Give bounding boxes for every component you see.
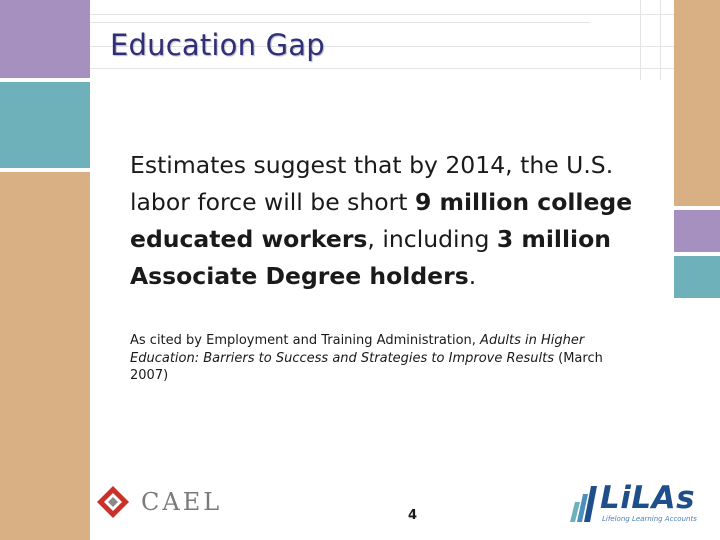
lilas-logo (566, 478, 714, 526)
decor-block-tan-left (0, 172, 90, 540)
slide-title: Education Gap (110, 28, 325, 62)
decor-line (640, 0, 641, 80)
slide-body (130, 147, 650, 295)
page-number: 4 (408, 508, 418, 523)
decor-line (90, 14, 674, 15)
decor-block-teal-left (0, 82, 90, 168)
decor-line (660, 0, 661, 80)
cael-logo-text: CAEL (141, 488, 223, 516)
lilas-logo-text: LiLAs (600, 480, 696, 516)
body-emphasis-1: 9 million college educated workers (130, 188, 633, 253)
decor-line (90, 22, 590, 23)
body-emphasis-2: 3 million Associate Degree holders (130, 225, 611, 290)
citation (130, 332, 640, 385)
body-text-2: , including (367, 225, 497, 253)
cael-diamond-icon (95, 484, 131, 520)
decor-block-teal-right (674, 256, 720, 298)
body-text-1: Estimates suggest that by 2014, the U.S. labor force will be short (130, 151, 614, 216)
decor-line (90, 68, 674, 69)
lilas-bars-icon (566, 478, 600, 524)
body-text-3: . (468, 262, 477, 290)
decor-block-tan-right (674, 0, 720, 206)
citation-suffix: (March 2007) (130, 350, 603, 383)
lilas-tagline: Lifelong Learning Accounts (602, 515, 697, 523)
decor-block-purple-right (674, 210, 720, 252)
cael-logo (95, 478, 230, 526)
citation-title: Adults in Higher Education: Barriers to Success and Strategies to Improve Results (130, 333, 585, 366)
citation-prefix: As cited by Employment and Training Administration, (130, 333, 481, 348)
decor-block-purple-left (0, 0, 90, 78)
